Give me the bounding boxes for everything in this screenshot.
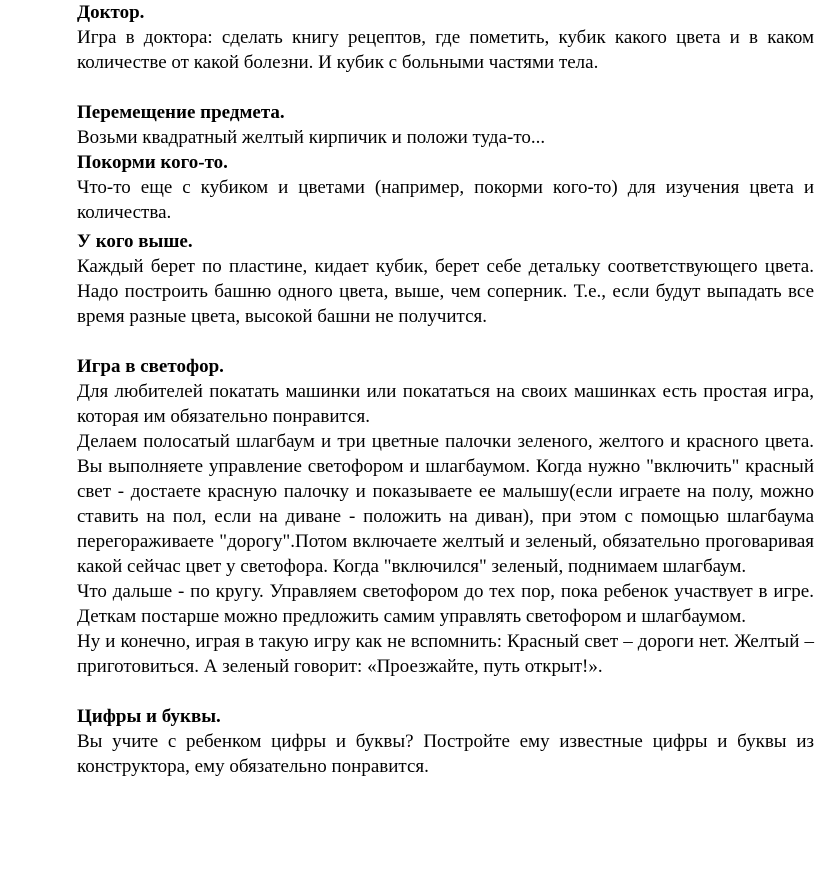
section-title: У кого выше.: [77, 231, 193, 252]
section-paragraph: Каждый берет по пластине, кидает кубик, берет себе детальку соответствующего цвета. Надо построить башню одного цвета, выше, чем соперник. Т.е., если будут выпадать все время разные цвета, высокой башни не получится.: [77, 256, 814, 327]
section-paragraph: Возьми квадратный желтый кирпичик и положи туда-то...: [77, 127, 546, 148]
section-title: Доктор.: [77, 2, 145, 23]
section-who-is-higher: [77, 229, 814, 329]
section-numbers-letters: [77, 704, 814, 779]
section-traffic-light: [77, 354, 814, 679]
section-title: Игра в светофор.: [77, 356, 224, 377]
section-feed-someone: [77, 150, 814, 225]
section-title: Покорми кого-то.: [77, 152, 228, 173]
section-paragraph: Что-то еще с кубиком и цветами (например, покорми кого-то) для изучения цвета и количества.: [77, 177, 814, 223]
section-paragraph: Ну и конечно, играя в такую игру как не вспомнить: Красный свет – дороги нет. Желтый – приготовиться. А зеленый говорит: «Проезжайте, путь открыт!».: [77, 631, 814, 677]
section-paragraph: Что дальше - по кругу. Управляем светофором до тех пор, пока ребенок участвует в игре. Деткам постарше можно предложить самим управлять светофором и шлагбаумом.: [77, 581, 814, 627]
document-page: [77, 0, 814, 779]
section-doctor: [77, 0, 814, 75]
section-paragraph: Игра в доктора: сделать книгу рецептов, где пометить, кубик какого цвета и в каком количестве от какой болезни. И кубик с больными частями тела.: [77, 27, 814, 73]
section-paragraph: Для любителей покатать машинки или покататься на своих машинках есть простая игра, которая им обязательно понравится.: [77, 381, 814, 427]
section-title: Перемещение предмета.: [77, 102, 285, 123]
section-paragraph: Вы учите с ребенком цифры и буквы? Постройте ему известные цифры и буквы из конструктора, ему обязательно понравится.: [77, 731, 814, 777]
section-moving-object: [77, 100, 814, 150]
section-paragraph: Делаем полосатый шлагбаум и три цветные палочки зеленого, желтого и красного цвета. Вы выполняете управление светофором и шлагбаумом. Когда нужно "включить" красный свет - достаете красную палочку и показываете ее малышу(если играете на полу, можно ставить на пол, если на диване - положить на диван), при этом с помощью шлагбаума перегораживаете "дорогу".Потом включаете желтый и зеленый, обязательно проговаривая какой сейчас цвет у светофора. Когда "включился" зеленый, поднимаем шлагбаум.: [77, 431, 814, 577]
section-title: Цифры и буквы.: [77, 706, 221, 727]
